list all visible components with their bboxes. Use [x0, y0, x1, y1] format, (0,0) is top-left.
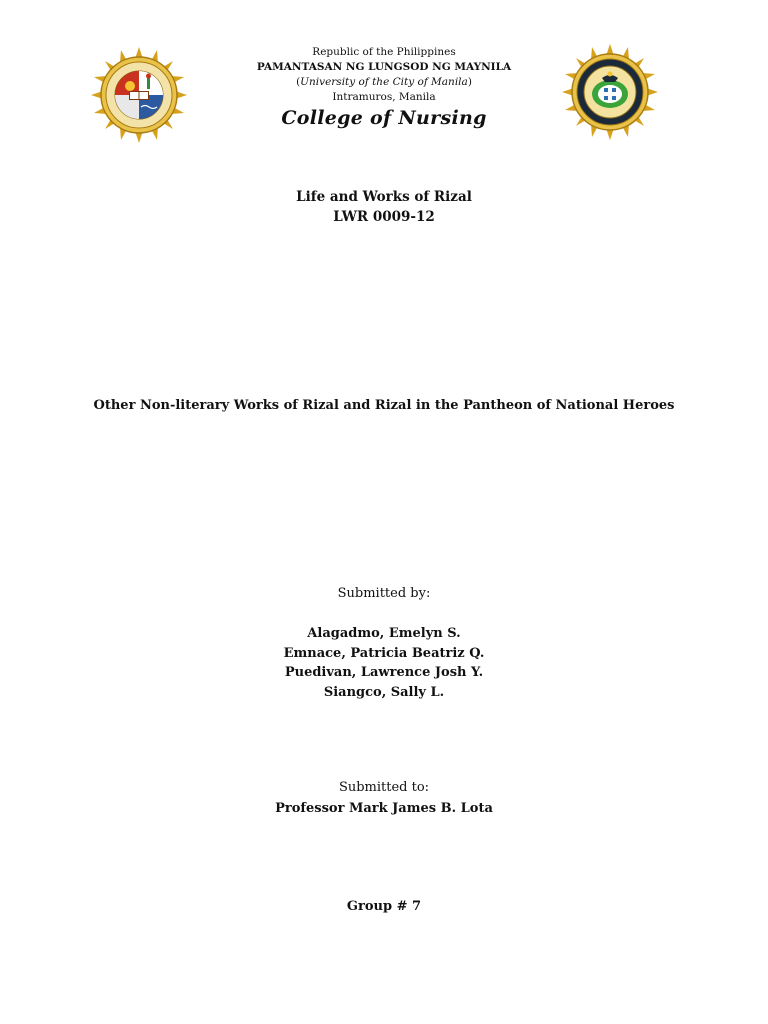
report-topic: Other Non-literary Works of Rizal and Rizal in the Pantheon of National Heroes: [93, 398, 675, 413]
header-university-english: University of the City of Manila: [300, 76, 468, 88]
course-code: LWR 0009-12: [333, 209, 435, 225]
submitter-name: Emnace, Patricia Beatriz Q.: [283, 646, 485, 661]
header-college: College of Nursing: [281, 107, 487, 129]
header-university-english-line: (University of the City of Manila): [296, 76, 472, 88]
professor-name: Professor Mark James B. Lota: [275, 801, 493, 816]
group-number: Group # 7: [346, 899, 422, 914]
submitted-to-label: Submitted to:: [338, 780, 430, 795]
submitter-name: Siangco, Sally L.: [323, 685, 445, 700]
submitter-name: Alagadmo, Emelyn S.: [307, 626, 461, 641]
header-university: PAMANTASAN NG LUNGSOD NG MAYNILA: [256, 61, 512, 73]
submitted-by-label: Submitted by:: [337, 586, 431, 601]
header-location: Intramuros, Manila: [332, 91, 436, 103]
submitter-name: Puedivan, Lawrence Josh Y.: [284, 665, 484, 680]
header-country: Republic of the Philippines: [312, 46, 456, 58]
course-title: Life and Works of Rizal: [296, 189, 472, 205]
